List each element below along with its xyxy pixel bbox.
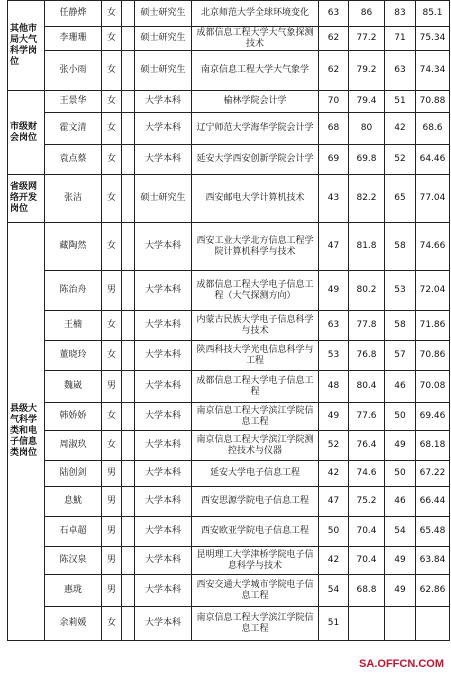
score-written: 42 xyxy=(319,547,349,575)
education-level: 大学本科 xyxy=(135,517,192,547)
school-major: 昆明理工大学津桥学院电子信息科学与技术 xyxy=(192,547,319,575)
score-interview: 79.2 xyxy=(349,51,385,91)
score-other: 83 xyxy=(385,1,416,27)
score-interview: 75.2 xyxy=(349,487,385,517)
table-row xyxy=(8,461,450,487)
score-interview: 77.2 xyxy=(349,27,385,51)
gender: 女 xyxy=(102,341,122,371)
gender: 男 xyxy=(102,487,122,517)
education-level: 大学本科 xyxy=(135,403,192,431)
score-interview: 80.2 xyxy=(349,271,385,311)
gender: 女 xyxy=(102,145,122,175)
blank-cell xyxy=(122,311,135,341)
blank-cell xyxy=(122,27,135,51)
score-total: 75.34 xyxy=(416,27,450,51)
score-total: 69.46 xyxy=(416,403,450,431)
candidate-name: 陈汉泉 xyxy=(45,547,102,575)
score-written: 63 xyxy=(319,311,349,341)
school-major: 内蒙古民族大学电子信息科学与技术 xyxy=(192,311,319,341)
candidate-name: 韩娇娇 xyxy=(45,403,102,431)
candidate-name: 陈治舟 xyxy=(45,271,102,311)
score-interview: 80.4 xyxy=(349,371,385,403)
education-level: 硕士研究生 xyxy=(135,27,192,51)
score-other: 54 xyxy=(385,517,416,547)
blank-cell xyxy=(122,461,135,487)
score-total: 62.86 xyxy=(416,575,450,607)
school-major: 南京信息工程大学大气象学 xyxy=(192,51,319,91)
school-major: 成都信息工程大学电子信息工程（大气探测方向） xyxy=(192,271,319,311)
table-row xyxy=(8,311,450,341)
score-interview: 82.2 xyxy=(349,175,385,223)
school-major: 辽宁师范大学海华学院会计学 xyxy=(192,113,319,145)
school-major: 榆林学院会计学 xyxy=(192,91,319,113)
score-table xyxy=(7,0,450,641)
table-row xyxy=(8,91,450,113)
score-total: 77.04 xyxy=(416,175,450,223)
candidate-name: 王景华 xyxy=(45,91,102,113)
school-major: 南京信息工程大学滨江学院信息工程 xyxy=(192,607,319,641)
score-interview: 80 xyxy=(349,113,385,145)
education-level: 大学本科 xyxy=(135,461,192,487)
score-interview: 68.8 xyxy=(349,575,385,607)
blank-cell xyxy=(122,547,135,575)
score-total: 63.84 xyxy=(416,547,450,575)
score-other: 71 xyxy=(385,27,416,51)
gender: 女 xyxy=(102,27,122,51)
score-other: 58 xyxy=(385,223,416,271)
score-written: 53 xyxy=(319,341,349,371)
candidate-name: 惠珑 xyxy=(45,575,102,607)
education-level: 大学本科 xyxy=(135,607,192,641)
education-level: 大学本科 xyxy=(135,311,192,341)
candidate-name: 任静烨 xyxy=(45,1,102,27)
score-interview: 70.4 xyxy=(349,547,385,575)
school-major: 陕西科技大学光电信息科学与工程 xyxy=(192,341,319,371)
candidate-name: 陆创剑 xyxy=(45,461,102,487)
table-row xyxy=(8,51,450,91)
score-written: 69 xyxy=(319,145,349,175)
score-other: 52 xyxy=(385,145,416,175)
score-interview: 77.6 xyxy=(349,403,385,431)
gender: 女 xyxy=(102,175,122,223)
school-major: 西安思源学院电子信息工程 xyxy=(192,487,319,517)
score-other: 46 xyxy=(385,371,416,403)
candidate-name: 息魷 xyxy=(45,487,102,517)
school-major: 西安交通大学城市学院电子信息工程 xyxy=(192,575,319,607)
gender: 男 xyxy=(102,575,122,607)
gender: 男 xyxy=(102,271,122,311)
score-total: 67.22 xyxy=(416,461,450,487)
candidate-name: 魏崴 xyxy=(45,371,102,403)
gender: 女 xyxy=(102,431,122,461)
table-body xyxy=(8,1,450,641)
score-other xyxy=(385,607,416,641)
blank-cell xyxy=(122,431,135,461)
score-other: 46 xyxy=(385,487,416,517)
candidate-name: 石卓超 xyxy=(45,517,102,547)
table-row xyxy=(8,403,450,431)
gender: 女 xyxy=(102,607,122,641)
score-interview: 69.8 xyxy=(349,145,385,175)
gender: 女 xyxy=(102,223,122,271)
score-interview: 76.4 xyxy=(349,431,385,461)
school-major: 延安大学电子信息工程 xyxy=(192,461,319,487)
score-interview: 76.8 xyxy=(349,341,385,371)
candidate-name: 张洁 xyxy=(45,175,102,223)
post-title: 市级财会岗位 xyxy=(8,91,45,175)
education-level: 大学本科 xyxy=(135,371,192,403)
education-level: 大学本科 xyxy=(135,341,192,371)
score-written: 47 xyxy=(319,487,349,517)
school-major: 西安工业大学北方信息工程学院计算机科学与技术 xyxy=(192,223,319,271)
education-level: 硕士研究生 xyxy=(135,175,192,223)
blank-cell xyxy=(122,487,135,517)
watermark: SA.OFFCN.COM xyxy=(356,658,447,670)
score-total: 64.46 xyxy=(416,145,450,175)
table-row xyxy=(8,607,450,641)
score-other: 49 xyxy=(385,547,416,575)
score-total: 66.44 xyxy=(416,487,450,517)
score-written: 47 xyxy=(319,223,349,271)
score-written: 49 xyxy=(319,403,349,431)
table-row xyxy=(8,113,450,145)
score-written: 51 xyxy=(319,607,349,641)
blank-cell xyxy=(122,517,135,547)
gender: 女 xyxy=(102,91,122,113)
score-other: 58 xyxy=(385,311,416,341)
score-written: 54 xyxy=(319,575,349,607)
gender: 女 xyxy=(102,403,122,431)
score-interview xyxy=(349,607,385,641)
candidate-name: 周淑玖 xyxy=(45,431,102,461)
blank-cell xyxy=(122,341,135,371)
score-total: 74.66 xyxy=(416,223,450,271)
score-other: 65 xyxy=(385,175,416,223)
school-major: 北京师范大学全球环境变化 xyxy=(192,1,319,27)
education-level: 大学本科 xyxy=(135,223,192,271)
blank-cell xyxy=(122,403,135,431)
score-written: 63 xyxy=(319,1,349,27)
score-other: 51 xyxy=(385,91,416,113)
score-total: 70.88 xyxy=(416,91,450,113)
score-other: 50 xyxy=(385,461,416,487)
score-written: 50 xyxy=(319,517,349,547)
education-level: 大学本科 xyxy=(135,113,192,145)
school-major: 南京信息工程大学滨江学院测控技术与仪器 xyxy=(192,431,319,461)
score-other: 50 xyxy=(385,403,416,431)
score-written: 62 xyxy=(319,51,349,91)
gender: 女 xyxy=(102,1,122,27)
score-total xyxy=(416,607,450,641)
blank-cell xyxy=(122,145,135,175)
table-row xyxy=(8,431,450,461)
table-row xyxy=(8,1,450,27)
score-written: 48 xyxy=(319,371,349,403)
score-total: 72.04 xyxy=(416,271,450,311)
education-level: 大学本科 xyxy=(135,431,192,461)
candidate-name: 王楠 xyxy=(45,311,102,341)
score-written: 42 xyxy=(319,461,349,487)
score-other: 49 xyxy=(385,575,416,607)
score-total: 70.86 xyxy=(416,341,450,371)
gender: 男 xyxy=(102,547,122,575)
gender: 男 xyxy=(102,517,122,547)
blank-cell xyxy=(122,91,135,113)
blank-cell xyxy=(122,223,135,271)
score-written: 49 xyxy=(319,271,349,311)
table-row xyxy=(8,517,450,547)
score-other: 49 xyxy=(385,431,416,461)
table-row xyxy=(8,145,450,175)
education-level: 大学本科 xyxy=(135,575,192,607)
school-major: 西安邮电大学计算机技术 xyxy=(192,175,319,223)
school-major: 延安大学西安创新学院会计学 xyxy=(192,145,319,175)
score-written: 70 xyxy=(319,91,349,113)
gender: 女 xyxy=(102,51,122,91)
blank-cell xyxy=(122,1,135,27)
education-level: 大学本科 xyxy=(135,271,192,311)
education-level: 硕士研究生 xyxy=(135,1,192,27)
school-major: 西安欧亚学院电子信息工程 xyxy=(192,517,319,547)
education-level: 大学本科 xyxy=(135,145,192,175)
score-interview: 81.8 xyxy=(349,223,385,271)
post-title: 县级大气科学类和电子信息类岗位 xyxy=(8,223,45,641)
candidate-name: 袁点蔡 xyxy=(45,145,102,175)
score-written: 52 xyxy=(319,431,349,461)
post-title: 其他市局大气科学岗位 xyxy=(8,1,45,91)
candidate-name: 李珊珊 xyxy=(45,27,102,51)
blank-cell xyxy=(122,271,135,311)
blank-cell xyxy=(122,575,135,607)
table-row xyxy=(8,271,450,311)
score-other: 63 xyxy=(385,51,416,91)
blank-cell xyxy=(122,113,135,145)
candidate-name: 霍文清 xyxy=(45,113,102,145)
candidate-name: 余莉媛 xyxy=(45,607,102,641)
school-major: 成都信息工程大学电子信息工程 xyxy=(192,371,319,403)
score-written: 43 xyxy=(319,175,349,223)
score-interview: 77.8 xyxy=(349,311,385,341)
score-written: 62 xyxy=(319,27,349,51)
school-major: 南京信息工程大学滨江学院信息工程 xyxy=(192,403,319,431)
school-major: 成都信息工程大学大气象探测技术 xyxy=(192,27,319,51)
gender: 男 xyxy=(102,461,122,487)
candidate-name: 藏陶然 xyxy=(45,223,102,271)
score-total: 68.6 xyxy=(416,113,450,145)
table-row xyxy=(8,223,450,271)
score-interview: 86 xyxy=(349,1,385,27)
table-row xyxy=(8,371,450,403)
score-total: 68.18 xyxy=(416,431,450,461)
score-total: 74.34 xyxy=(416,51,450,91)
score-interview: 70.4 xyxy=(349,517,385,547)
score-total: 70.08 xyxy=(416,371,450,403)
education-level: 大学本科 xyxy=(135,91,192,113)
gender: 男 xyxy=(102,371,122,403)
table-row xyxy=(8,27,450,51)
score-other: 42 xyxy=(385,113,416,145)
score-written: 68 xyxy=(319,113,349,145)
gender: 女 xyxy=(102,113,122,145)
table-row xyxy=(8,547,450,575)
gender: 女 xyxy=(102,311,122,341)
blank-cell xyxy=(122,371,135,403)
post-title: 省级网络开发岗位 xyxy=(8,175,45,223)
score-other: 57 xyxy=(385,341,416,371)
score-total: 65.48 xyxy=(416,517,450,547)
score-total: 71.86 xyxy=(416,311,450,341)
candidate-name: 张小雨 xyxy=(45,51,102,91)
score-interview: 79.4 xyxy=(349,91,385,113)
score-interview: 74.6 xyxy=(349,461,385,487)
table-row xyxy=(8,575,450,607)
blank-cell xyxy=(122,175,135,223)
table-row xyxy=(8,341,450,371)
candidate-name: 董晓玲 xyxy=(45,341,102,371)
table-row xyxy=(8,487,450,517)
score-total: 85.1 xyxy=(416,1,450,27)
education-level: 大学本科 xyxy=(135,547,192,575)
blank-cell xyxy=(122,607,135,641)
education-level: 大学本科 xyxy=(135,487,192,517)
table-row xyxy=(8,175,450,223)
score-other: 53 xyxy=(385,271,416,311)
education-level: 硕士研究生 xyxy=(135,51,192,91)
blank-cell xyxy=(122,51,135,91)
